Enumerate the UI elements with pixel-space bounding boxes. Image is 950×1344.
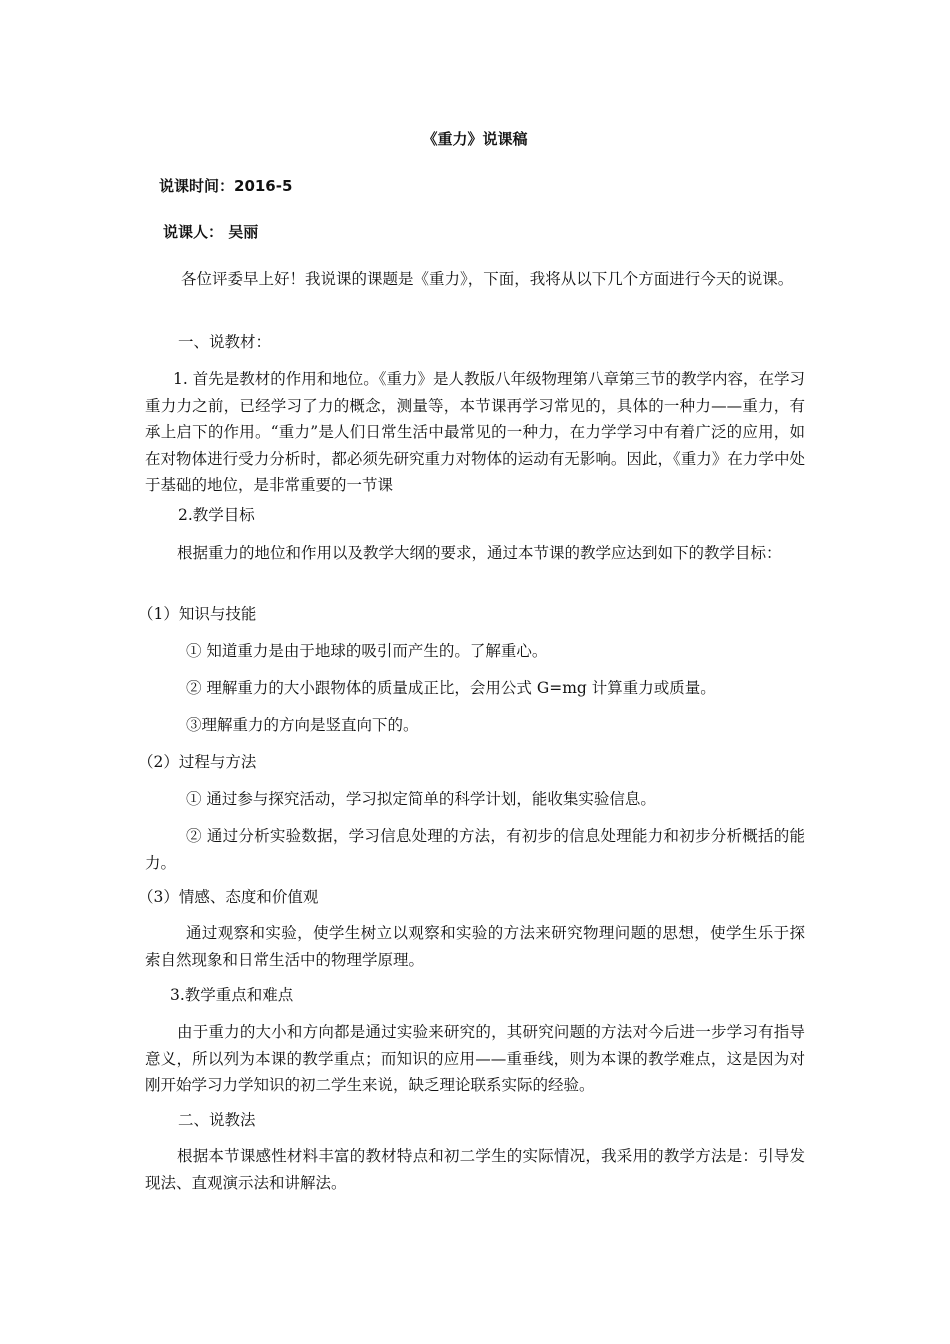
goal-item: ② 理解重力的大小跟物体的质量成正比，会用公式 G=mg 计算重力或质量。: [186, 679, 716, 697]
goal-heading-knowledge: （1）知识与技能: [138, 605, 257, 623]
goal-item: 通过观察和实验，使学生树立以观察和实验的方法来研究物理问题的思想，使学生乐于探索自然现象和日常生活中的物理学原理。: [145, 924, 805, 969]
goal-item: ③理解重力的方向是竖直向下的。: [186, 716, 419, 734]
document-title: 《重力》说课稿: [422, 130, 528, 148]
goal-item: ② 通过分析实验数据，学习信息处理的方法，有初步的信息处理能力和初步分析概括的能力。: [145, 827, 805, 872]
intro-paragraph: 各位评委早上好！我说课的课题是《重力》，下面，我将从以下几个方面进行今天的说课。: [181, 270, 794, 288]
section-heading-teaching-methods: 二、说教法: [178, 1111, 256, 1129]
textbook-role-paragraph: 1. 首先是教材的作用和地位。《重力》是人教版八年级物理第八章第三节的教学内容，在学习重力力之前，已经学习了力的概念，测量等，本节课再学习常见的，具体的一种力——重力，有承上启下的作用。“重力”是人们日常生活中最常见的一种力，在力学学习中有着广泛的应用，如在对物体进行受力分析时，都必须先研究重力对物体的运动有无影响。因此，《重力》在力学中处于基础的地位，是非常重要的一节课: [145, 370, 805, 494]
lecture-time: 说课时间：2016-5: [159, 177, 293, 195]
section-heading-textbook: 一、说教材：: [178, 333, 272, 351]
goals-intro-paragraph: 根据重力的地位和作用以及教学大纲的要求，通过本节课的教学应达到如下的教学目标：: [177, 544, 782, 562]
goal-heading-process: （2）过程与方法: [138, 753, 257, 771]
lecturer: 说课人： 吴丽: [163, 223, 259, 241]
subheading-teaching-goals: 2.教学目标: [178, 506, 255, 524]
key-points-paragraph: 由于重力的大小和方向都是通过实验来研究的，其研究问题的方法对今后进一步学习有指导意义，所以列为本课的教学重点；而知识的应用——重垂线，则为本课的教学难点，这是因为对刚开始学习力学知识的初二学生来说，缺乏理论联系实际的经验。: [145, 1023, 805, 1094]
subheading-key-points: 3.教学重点和难点: [170, 986, 294, 1004]
goal-heading-attitude: （3）情感、态度和价值观: [138, 888, 319, 906]
goal-item: ① 通过参与探究活动，学习拟定简单的科学计划，能收集实验信息。: [186, 790, 656, 808]
goal-item: ① 知道重力是由于地球的吸引而产生的。了解重心。: [186, 642, 548, 660]
teaching-methods-paragraph: 根据本节课感性材料丰富的教材特点和初二学生的实际情况，我采用的教学方法是：引导发现法、直观演示法和讲解法。: [145, 1147, 805, 1192]
